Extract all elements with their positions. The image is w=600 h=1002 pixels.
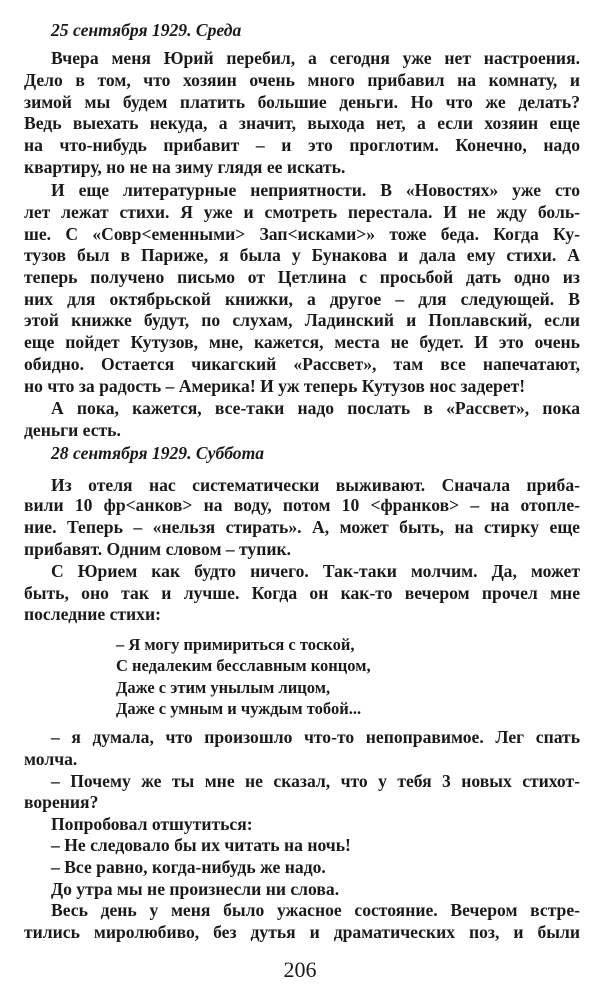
text-line: теперь получено письмо от Цетлина с просьбой дать одно из <box>24 267 580 287</box>
text-line: но что за радость – Америка! И уж теперь Кутузов нос задерет! <box>24 376 526 396</box>
text-line: А пока, кажется, все-таки надо послать в «Рассвет», пока <box>51 398 580 418</box>
text-line: обидно. Остается чикагский «Рассвет», там все напечатают, <box>24 354 580 374</box>
text-line: лет лежат стихи. Я уже и смотреть перестала. И не жду боль- <box>24 202 580 222</box>
text-line: – Не следовало бы их читать на ночь! <box>51 835 351 855</box>
entry-date-heading: 28 сентября 1929. Суббота <box>51 443 265 463</box>
text-line: вили 10 фр<анков> на воду, потом 10 <франков> – на отопле- <box>24 495 580 515</box>
text-line: прибавят. Одним словом – тупик. <box>24 539 292 559</box>
text-line: Из отеля нас систематически выживают. Сначала приба- <box>51 475 580 495</box>
text-line: До утра мы не произнесли ни слова. <box>51 879 340 899</box>
text-line: них для октябрьской книжки, а другое – для следующей. В <box>24 289 580 309</box>
text-line: – Все равно, когда-нибудь же надо. <box>51 857 326 877</box>
text-line: Весь день у меня было ужасное состояние. Вечером встре- <box>51 900 580 920</box>
poem-line: Даже с этим унылым лицом, <box>116 678 331 697</box>
poem-line: С недалеким бесславным концом, <box>116 656 371 675</box>
text-line: деньги есть. <box>24 420 121 440</box>
page-number: 206 <box>283 957 317 982</box>
text-line: С Юрием как будто ничего. Так-таки молчим. Да, может <box>51 561 580 581</box>
entry-date-heading: 25 сентября 1929. Среда <box>51 20 242 40</box>
text-line: зимой мы будем платить большие деньги. Но что же делать? <box>24 92 580 112</box>
poem-line: Даже с умным и чуждым тобой... <box>116 699 362 718</box>
text-line: Попробовал отшутиться: <box>51 814 253 834</box>
text-line: быть, оно так и лучше. Когда он как-то вечером прочел мне <box>24 583 580 603</box>
text-line: Вчера меня Юрий перебил, а сегодня уже нет настроения. <box>51 48 580 68</box>
text-line: И еще литературные неприятности. В «Новостях» уже сто <box>51 180 580 200</box>
text-line: тились миролюбиво, без дутья и драматических поз, и были <box>24 922 580 942</box>
text-line: ворения? <box>24 792 99 812</box>
poem-line: – Я могу примириться с тоской, <box>116 635 355 654</box>
text-line: ше. С «Совр<еменными> Зап<исками>» тоже беда. Когда Ку- <box>24 224 580 244</box>
text-line: еще пойдет Кутузов, мне, кажется, места не будет. И это очень <box>24 332 580 352</box>
text-line: последние стихи: <box>24 604 161 624</box>
text-line: тузов был в Париже, я была у Бунакова и дала ему стихи. А <box>24 245 580 265</box>
text-line: Ведь выехать некуда, а значит, выхода нет, а если хозяин еще <box>24 113 580 133</box>
text-line: ние. Теперь – «нельзя стирать». А, может быть, на стирку еще <box>24 517 580 537</box>
text-line: на что-нибудь прибавит – и это проглотим. Конечно, надо <box>24 135 580 155</box>
text-line: – я думала, что произошло что-то непоправимое. Лег спать <box>51 727 580 747</box>
text-line: квартиру, но не на зиму глядя ее искать. <box>24 157 346 177</box>
text-line: молча. <box>24 749 78 769</box>
text-line: – Почему же ты мне не сказал, что у тебя 3 новых стихот- <box>51 771 580 791</box>
text-line: Дело в том, что хозяин очень много прибавил на комнату, и <box>24 70 580 90</box>
text-line: этой книжке будут, по слухам, Ладинский и Поплавский, если <box>24 310 580 330</box>
